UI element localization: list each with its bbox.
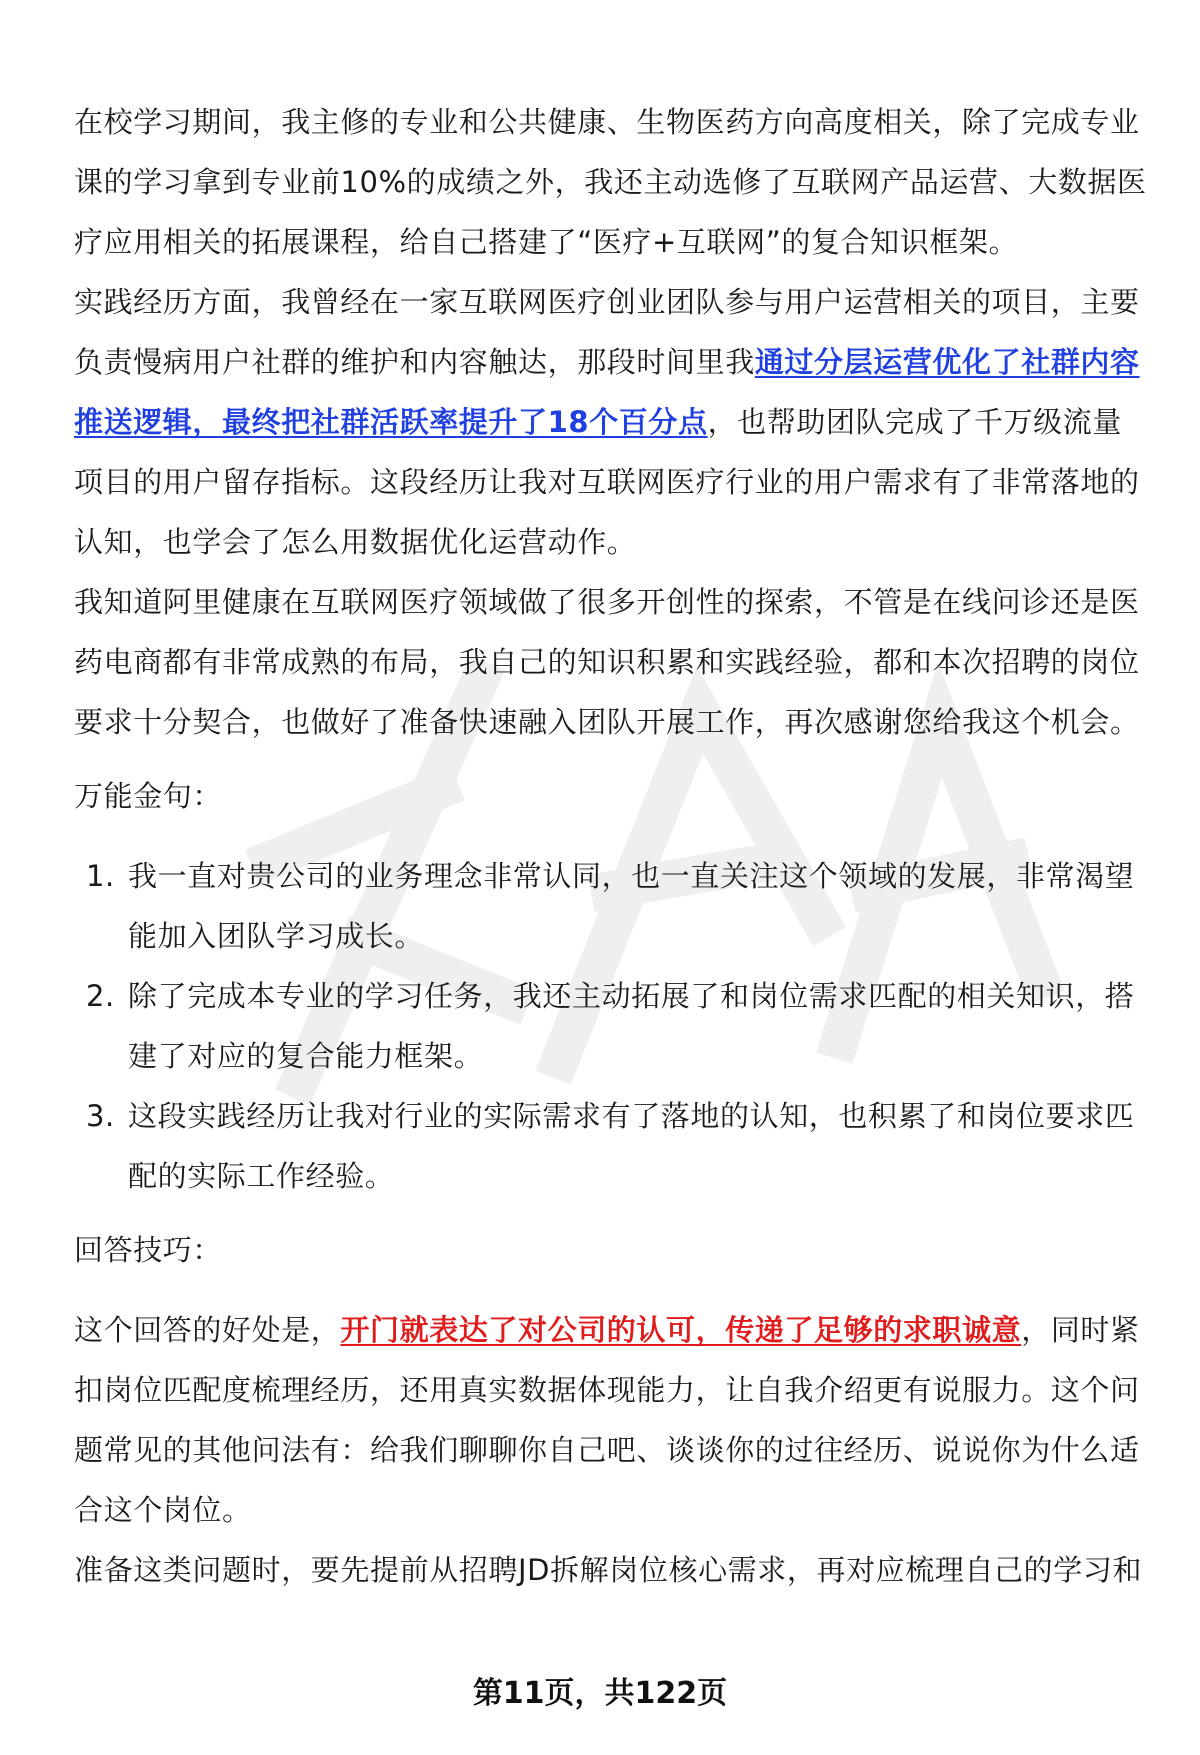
intro-paragraph-practice <box>74 272 1150 572</box>
intro-paragraph-study: 在校学习期间，我主修的专业和公共健康、生物医药方向高度相关，除了完成专业课的学习拿到专业前10%的成绩之外，我还主动选修了互联网产品运营、大数据医疗应用相关的拓展课程，给自己搭建了“医疗+互联网”的复合知识框架。 <box>74 105 1147 259</box>
list-item: 2. 除了完成本专业的学习任务，我还主动拓展了和岗位需求匹配的相关知识，搭建了对应的复合能力框架。 <box>86 979 1135 1073</box>
tips-paragraph-benefit: 这个回答的好处是，开门就表达了对公司的认可，传递了足够的求职诚意，同时紧扣岗位匹配度梳理经历，还用真实数据体现能力，让自我介绍更有说服力。这个问题常见的其他问法有：给我们聊聊你自己吧、谈谈你的过往经历、说说你为什么适合这个岗位。 <box>74 1313 1140 1527</box>
page-number: 第11页，共122页 <box>472 1676 728 1711</box>
practice-highlight: 通过分层运营优化了社群内容推送逻辑，最终把社群活跃率提升了18个百分点 <box>74 345 1140 439</box>
tips-paragraph-prepare: 准备这类问题时，要先提前从招聘JD拆解岗位核心需求，再对应梳理自己的学习和 <box>74 1553 1143 1587</box>
practice-text-after: ，也帮助团队完成了千万级流量项目的用户留存指标。这段经历让我对互联网医疗行业的用户需求有了非常落地的认知，也学会了怎么用数据优化运营动作。 <box>74 405 1140 559</box>
intro-paragraph-company: 我知道阿里健康在互联网医疗领域做了很多开创性的探索，不管是在线问诊还是医药电商都有非常成熟的布局，我自己的知识积累和实践经验，都和本次招聘的岗位要求十分契合，也做好了准备快速融入团队开展工作，再次感谢您给我这个机会。 <box>74 585 1140 739</box>
golden-sentences-list <box>74 846 1150 1206</box>
tips-highlight: 开门就表达了对公司的认可，传递了足够的求职诚意 <box>340 1313 1022 1347</box>
answer-tips-title: 回答技巧： <box>74 1233 223 1267</box>
list-item: 3. 这段实践经历让我对行业的实际需求有了落地的认知，也积累了和岗位要求匹配的实际工作经验。 <box>86 1099 1135 1193</box>
practice-text-before: 实践经历方面，我曾经在一家互联网医疗创业团队参与用户运营相关的项目，主要负责慢病用户社群的维护和内容触达，那段时间里我 <box>74 285 1140 379</box>
list-item: 1. 我一直对贵公司的业务理念非常认同，也一直关注这个领域的发展，非常渴望能加入团队学习成长。 <box>86 859 1135 953</box>
golden-sentences-title: 万能金句： <box>74 779 223 813</box>
document-body <box>74 92 1150 1600</box>
